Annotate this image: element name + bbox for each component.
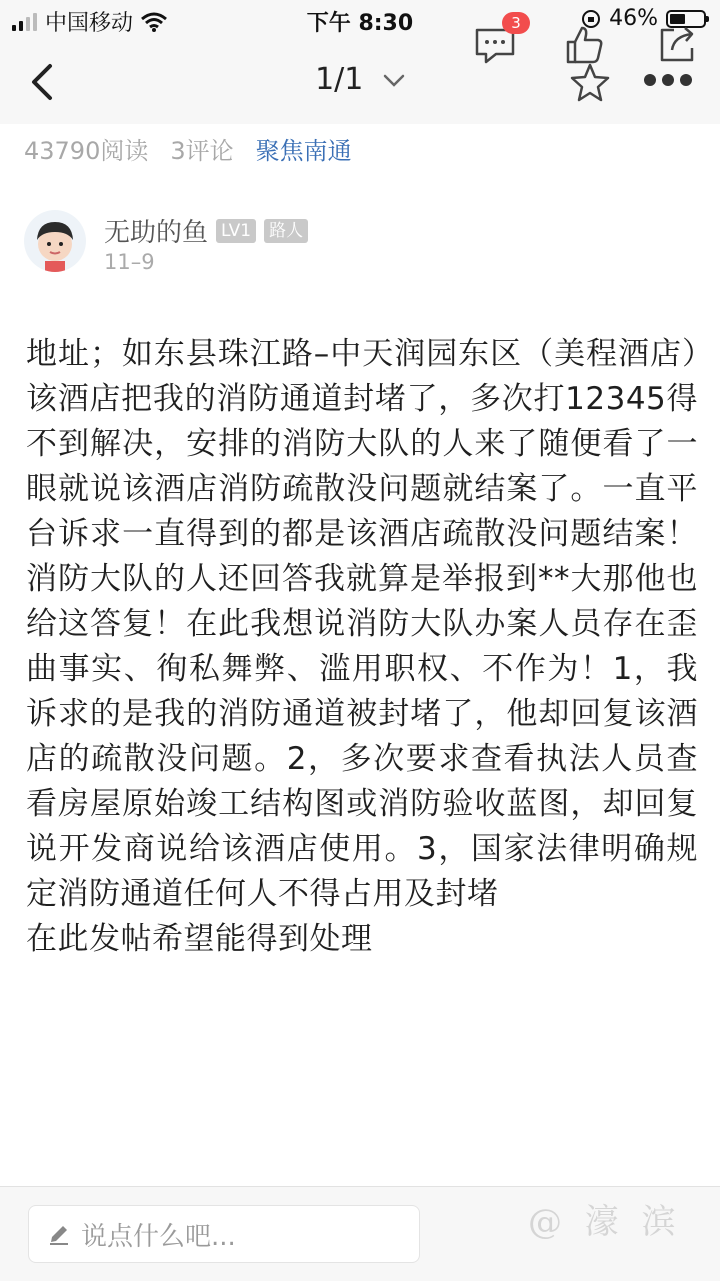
author-name[interactable]: 无助的鱼	[104, 218, 209, 248]
author-row	[104, 212, 308, 249]
avatar-illustration	[24, 210, 86, 272]
comment-input[interactable]	[28, 1205, 420, 1263]
article-meta	[24, 128, 352, 168]
read-count: 43790阅读	[24, 136, 149, 165]
status-bar	[0, 0, 720, 40]
nav-bar	[0, 40, 720, 124]
title-badge: 路人	[264, 219, 308, 243]
avatar[interactable]	[24, 210, 86, 272]
star-icon[interactable]	[570, 62, 610, 102]
level-badge: LV1	[216, 219, 256, 243]
page-indicator-label: 1/1	[315, 62, 364, 97]
thumbs-up-icon[interactable]	[562, 22, 608, 68]
topic-link[interactable]: 聚焦南通	[255, 136, 352, 165]
chevron-down-icon	[383, 74, 405, 88]
carrier-label: 中国移动	[45, 11, 134, 36]
article-body: 地址；如东县珠江路–中天润园东区（美程酒店）该酒店把我的消防通道封堵了，多次打12345得不到解决，安排的消防大队的人来了随便看了一眼就说该酒店消防疏散没问题就结案了。一直平台诉求一直得到的都是该酒店疏散没问题结案！消防大队的人还回答我就算是举报到**大那他也给这答复！在此我想说消防大队办案人员存在歪曲事实、徇私舞弊、滥用职权、不作为！1，我诉求的是我的消防通道被封堵了，他却回复该酒店的疏散没问题。2，多次要求查看执法人员查看房屋原始竣工结构图或消防验收蓝图，却回复说开发商说给该酒店使用。3，国家法律明确规定消防通道任何人不得占用及封堵 在此发帖希望能得到处理	[26, 336, 698, 957]
share-icon[interactable]	[654, 22, 700, 68]
watermark: @ 濠 滨	[528, 1202, 682, 1242]
more-icon[interactable]	[644, 74, 692, 88]
page-indicator[interactable]	[0, 62, 720, 97]
comment-count-badge: 3	[502, 12, 530, 34]
pencil-icon	[47, 1222, 71, 1246]
comment-count: 3评论	[170, 136, 234, 165]
battery-percent: 46%	[609, 6, 658, 31]
post-date: 11–9	[104, 250, 155, 274]
status-time: 下午 8:30	[306, 11, 414, 36]
comment-placeholder: 说点什么吧...	[81, 1221, 236, 1252]
